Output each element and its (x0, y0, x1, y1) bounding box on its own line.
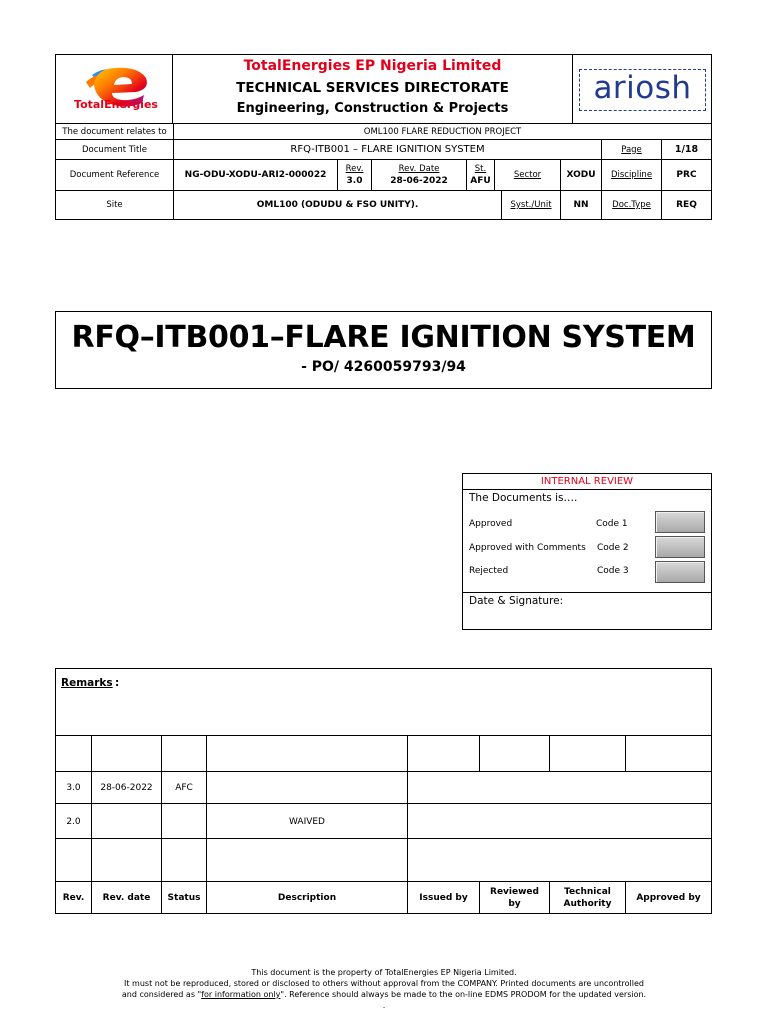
row-desc (206, 772, 407, 804)
ref-label: Document Reference (69, 170, 160, 180)
approved-checkbox[interactable] (655, 511, 705, 533)
row-date (91, 839, 161, 882)
col-technical-authority: Technical Authority (549, 882, 625, 914)
row-desc: WAIVED (206, 804, 407, 839)
col-issued-by: Issued by (407, 882, 479, 914)
rev-value: 3.0 (346, 176, 363, 186)
date-signature-label: Date & Signature: (469, 595, 564, 607)
row-status (161, 804, 206, 839)
st-value: AFU (470, 176, 491, 186)
relates-value: OML100 FLARE REDUCTION PROJECT (173, 124, 711, 139)
site-value: OML100 (ODUDU & FSO UNITY). (173, 191, 501, 219)
revision-row (56, 838, 711, 882)
row-desc (206, 736, 407, 772)
row-approved (625, 736, 711, 772)
footer-line-2: It must not be reproduced, stored or disclosed to others without approval from the COMPANY. Printed documents are uncontrolled (124, 979, 644, 988)
footer-disclaimer (0, 967, 768, 1011)
document-title: RFQ–ITB001–FLARE IGNITION SYSTEM (71, 320, 696, 355)
row-reviewed (479, 736, 549, 772)
review-intro: The Documents is…. (469, 492, 578, 504)
remarks-label: Remarks (61, 677, 113, 689)
status-cell (466, 160, 494, 190)
site-label: Site (106, 200, 123, 210)
discipline-value: PRC (661, 160, 711, 190)
title-label: Document Title (82, 144, 147, 155)
sector-value: XODU (560, 160, 601, 190)
st-label: St. (474, 164, 487, 174)
row-date: 28-06-2022 (91, 772, 161, 804)
syst-label: Syst./Unit (501, 191, 560, 219)
rejected-checkbox[interactable] (655, 561, 705, 583)
row-signoff (407, 804, 711, 839)
row-signoff (407, 839, 711, 882)
row-date (91, 736, 161, 772)
po-number: - PO/ 4260059793/94 (301, 359, 466, 375)
review-heading: INTERNAL REVIEW (463, 474, 711, 490)
row-reference (56, 159, 711, 190)
row-tech (549, 736, 625, 772)
title-value: RFQ-ITB001 – FLARE IGNITION SYSTEM (173, 140, 601, 159)
directorate-name: TECHNICAL SERVICES DIRECTORATE (236, 80, 509, 96)
revision-row (56, 771, 711, 804)
col-date: Rev. date (91, 882, 161, 914)
ariosh-logo (572, 55, 711, 123)
footer-line-3a: and considered as " (121, 990, 202, 999)
col-status: Status (161, 882, 206, 914)
row-relates (56, 123, 711, 139)
option-rejected-label: Rejected (469, 566, 509, 576)
revision-row (56, 803, 711, 839)
rev-label: Rev. (345, 164, 364, 174)
ref-value: NG-ODU-XODU-ARI2-000022 (173, 160, 337, 190)
col-rev: Rev. (62, 893, 85, 903)
option-approved-code: Code 1 (596, 519, 628, 529)
totalenergies-logo (56, 55, 173, 123)
footer-line-3b: ". Reference should always be made to the on-line EDMS PRODOM for the updated version. (280, 990, 647, 999)
row-site (56, 190, 711, 219)
revision-table (55, 668, 712, 914)
review-divider (463, 592, 711, 593)
footer-info-only: for information only (201, 990, 281, 999)
document-header (55, 54, 712, 220)
row-desc (206, 839, 407, 882)
page-label: Page (601, 140, 661, 159)
option-approved-label: Approved (469, 519, 513, 529)
revdate-cell (371, 160, 466, 190)
approved-with-comments-checkbox[interactable] (655, 536, 705, 558)
row-status: AFC (161, 772, 206, 804)
remarks-colon: : (115, 677, 120, 689)
revdate-label: Rev. Date (398, 164, 440, 174)
row-rev (56, 736, 91, 772)
row-issued (407, 736, 479, 772)
syst-value: NN (560, 191, 601, 219)
row-status (161, 839, 206, 882)
sector-label: Sector (494, 160, 560, 190)
col-description: Description (206, 882, 407, 914)
row-rev: 3.0 (66, 783, 81, 793)
footer-line-3 (0, 989, 768, 1000)
relates-label: The document relates to (62, 126, 167, 137)
internal-review-box (462, 473, 712, 630)
rev-cell (337, 160, 371, 190)
page-value: 1/18 (661, 140, 711, 159)
document-title-box (55, 311, 712, 389)
row-status (161, 736, 206, 772)
discipline-label: Discipline (601, 160, 661, 190)
revision-header-row (56, 881, 711, 914)
col-approved-by: Approved by (625, 882, 711, 914)
revision-row (56, 735, 711, 772)
logo-wordmark: TotalEnergies (74, 98, 158, 111)
ariosh-wordmark: ariosh (593, 70, 692, 106)
totalenergies-logo-mark (56, 55, 173, 123)
option-comments-code: Code 2 (597, 543, 629, 553)
revdate-value: 28-06-2022 (390, 176, 448, 186)
row-signoff (407, 772, 711, 804)
row-rev: 2.0 (66, 816, 81, 827)
doctype-label: Doc.Type (601, 191, 661, 219)
row-rev (56, 839, 91, 882)
company-name: TotalEnergies EP Nigeria Limited (243, 58, 502, 74)
department-name: Engineering, Construction & Projects (236, 101, 509, 116)
row-title (56, 139, 711, 159)
row-date (91, 804, 161, 839)
col-reviewed-by: Reviewed by (479, 882, 549, 914)
option-rejected-code: Code 3 (597, 566, 629, 576)
footer-line-1: This document is the property of TotalEnergies EP Nigeria Limited. (251, 968, 517, 977)
footer-dot: . (382, 1001, 386, 1010)
doctype-value: REQ (661, 191, 711, 219)
option-comments-label: Approved with Comments (469, 543, 586, 553)
